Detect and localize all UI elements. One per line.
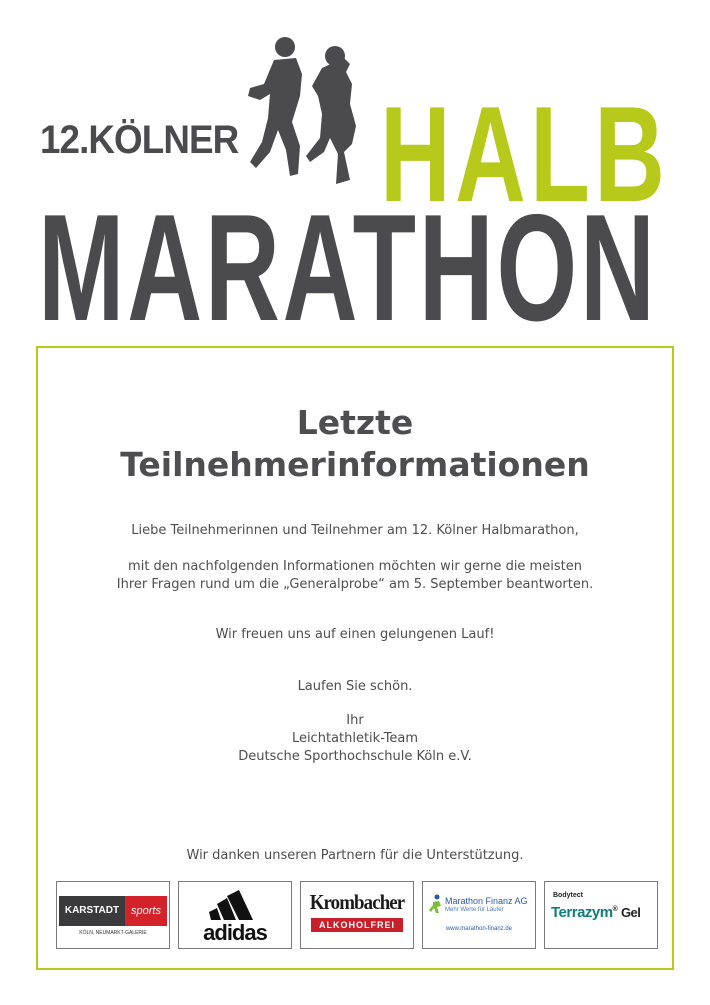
header-halb: HALB (380, 78, 670, 230)
title-line-2: Teilnehmerinformationen (120, 445, 590, 484)
partners-thanks: Wir danken unseren Partnern für die Unterstützung. (186, 848, 524, 863)
adidas-wordmark: adidas (203, 920, 267, 945)
sponsor-krombacher-logo[interactable] (300, 881, 414, 949)
intro-paragraph (38, 558, 672, 594)
marathon-finanz-url: www.marathon-finanz.de (445, 926, 513, 932)
closing-text: Laufen Sie schön. (297, 679, 413, 694)
karstadt-subtitle: KÖLN, NEUMARKT-GALERIE (79, 930, 147, 936)
karstadt-left-text: KARSTADT (59, 896, 125, 926)
registered-mark: ® (612, 906, 618, 913)
header-prefix: 12.KÖLNER (40, 118, 239, 162)
header-marathon: MARATHON (38, 183, 658, 353)
terrazym-name: Terrazym (551, 904, 613, 921)
sponsor-marathon-finanz-logo[interactable] (422, 881, 536, 949)
title-line-1: Letzte (296, 403, 414, 442)
krombacher-wordmark: Krombacher (309, 890, 405, 914)
adidas-stripes-icon (209, 890, 261, 920)
marathon-finanz-tagline: Mehr Werte für Läufer (445, 907, 504, 913)
marathon-finanz-name: Marathon Finanz AG (445, 896, 528, 906)
greeting-text: Liebe Teilnehmerinnen und Teilnehmer am 12. Kölner Halbmarathon, (131, 523, 579, 538)
krombacher-subtitle: ALKOHOLFREI (311, 918, 403, 932)
marathon-finanz-runner-icon (429, 894, 443, 914)
terrazym-gel: Gel (620, 905, 641, 920)
intro-line-1: mit den nachfolgenden Informationen möchten wir gerne die meisten (128, 559, 582, 574)
signature-block (38, 712, 672, 766)
sponsor-adidas-logo[interactable] (178, 881, 292, 949)
sponsor-terrazym-logo[interactable] (544, 881, 658, 949)
page-title (38, 402, 672, 486)
terrazym-brand: Bodytect (553, 892, 583, 899)
signature-line-3: Deutsche Sporthochschule Köln e.V. (238, 749, 472, 764)
terrazym-wordmark (551, 904, 640, 921)
signature-line-1: Ihr (346, 713, 364, 728)
karstadt-bar (59, 896, 167, 926)
intro-line-2: Ihrer Fragen rund um die „Generalprobe“ am 5. September beantworten. (116, 577, 594, 592)
karstadt-right-text: sports (131, 905, 161, 917)
runners-silhouette-icon (240, 34, 375, 194)
info-panel (36, 346, 674, 970)
signature-line-2: Leichtathletik-Team (291, 731, 419, 746)
sponsor-karstadt-logo[interactable] (56, 881, 170, 949)
wish-text: Wir freuen uns auf einen gelungenen Lauf! (215, 627, 495, 642)
